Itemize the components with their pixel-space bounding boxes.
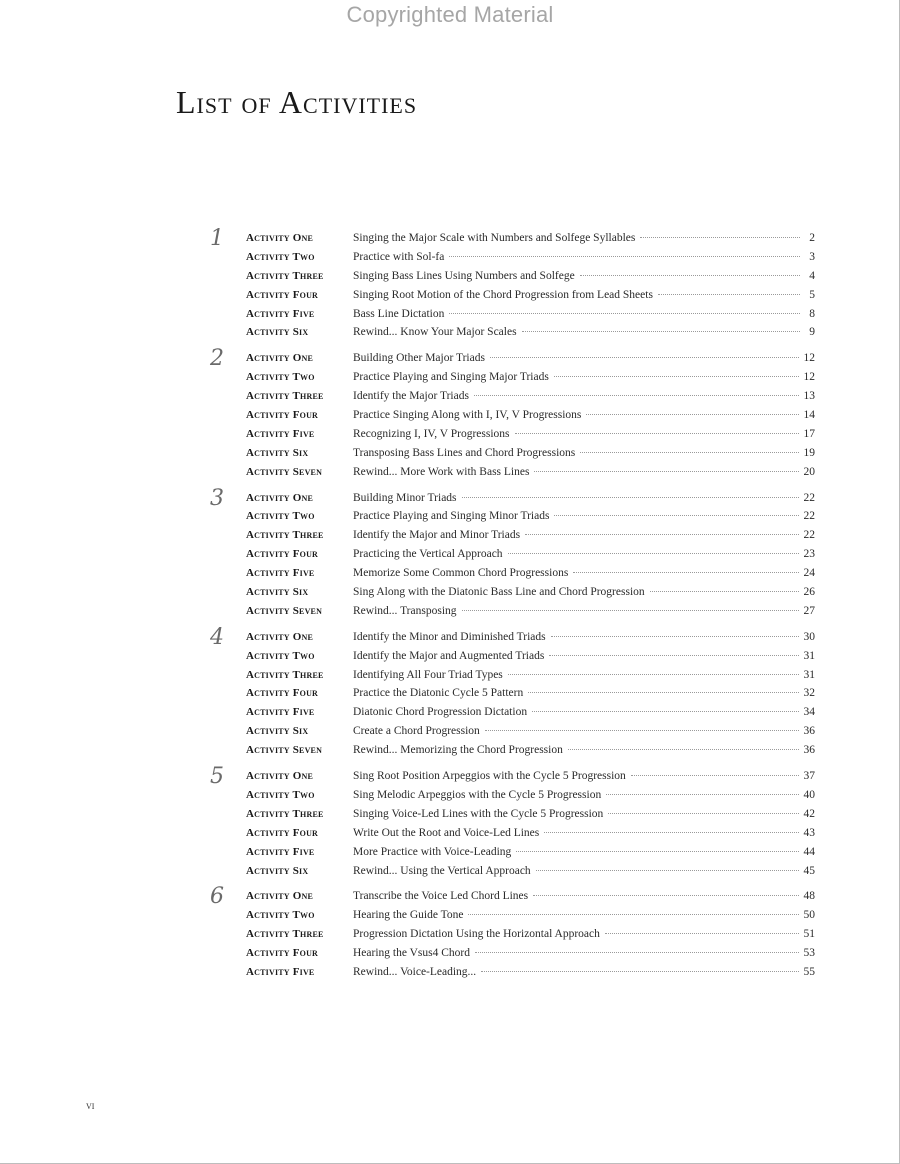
dot-leader: [551, 636, 799, 637]
activity-page-number: 26: [803, 586, 815, 599]
activity-page-number: 17: [803, 427, 815, 440]
activity-entry: [210, 631, 815, 650]
activity-label: Activity Three: [246, 807, 324, 820]
dot-leader: [515, 433, 799, 434]
dot-leader: [525, 534, 798, 535]
activity-label: Activity Six: [246, 326, 309, 339]
activity-page-number: 32: [803, 687, 815, 700]
dot-leader: [568, 749, 799, 750]
activity-title: Identify the Minor and Diminished Triads: [353, 630, 546, 643]
activity-title: Memorize Some Common Chord Progressions: [353, 567, 569, 580]
activity-label: Activity Three: [246, 269, 324, 282]
activity-label: Activity Two: [246, 250, 315, 263]
activity-entry: [210, 308, 815, 327]
activity-title: Transcribe the Voice Led Chord Lines: [353, 890, 529, 903]
dot-leader: [544, 832, 798, 833]
dot-leader: [508, 553, 799, 554]
page-folio: vi: [86, 1098, 95, 1112]
dot-leader: [650, 591, 799, 592]
activity-title: Identify the Major Triads: [353, 390, 469, 403]
chapter-number: 2: [210, 346, 224, 372]
activity-entry: [210, 605, 815, 624]
dot-leader: [580, 452, 798, 453]
activity-title: Rewind... Using the Vertical Approach: [353, 864, 531, 877]
activity-entry: [210, 928, 815, 947]
activity-label: Activity Five: [246, 307, 315, 320]
activity-label: Activity One: [246, 890, 313, 903]
chapter-group: [210, 346, 815, 484]
activity-page-number: 55: [803, 965, 815, 978]
activity-page-number: 9: [809, 326, 815, 339]
activity-page-number: 45: [803, 864, 815, 877]
activity-entry: [210, 492, 815, 511]
activity-entry: [210, 270, 815, 289]
activity-page-number: 13: [803, 390, 815, 403]
activities-list: [210, 226, 815, 992]
activity-label: Activity One: [246, 352, 313, 365]
chapter-number: 1: [210, 226, 224, 251]
activity-label: Activity Six: [246, 586, 309, 599]
activity-page-number: 42: [803, 807, 815, 820]
activity-page-number: 53: [803, 947, 815, 960]
activity-entry: [210, 548, 815, 567]
activity-entry: [210, 447, 815, 466]
activity-title: Singing Voice-Led Lines with the Cycle 5 Progression: [353, 807, 604, 820]
activity-title: Progression Dictation Using the Horizontal Approach: [353, 928, 600, 941]
chapter-group: [210, 485, 815, 624]
activity-entry: [210, 890, 815, 909]
activity-label: Activity One: [246, 630, 313, 643]
activity-label: Activity Seven: [246, 465, 323, 478]
dot-leader: [554, 515, 798, 516]
activity-title: Create a Chord Progression: [353, 725, 480, 738]
activity-entry: [210, 687, 815, 706]
activity-page-number: 40: [803, 788, 815, 801]
activity-entry: [210, 947, 815, 966]
watermark: Copyrighted Material: [346, 2, 554, 27]
activity-page-number: 4: [809, 269, 815, 282]
activity-page-number: 44: [803, 845, 815, 858]
activity-title: Rewind... Know Your Major Scales: [353, 326, 517, 339]
activity-page-number: 12: [803, 352, 815, 365]
activity-entry: [210, 846, 815, 865]
activity-entry: [210, 706, 815, 725]
dot-leader: [508, 674, 799, 675]
page-title: List of Activities: [176, 84, 418, 120]
activity-title: Practice Playing and Singing Major Triads: [353, 371, 549, 384]
dot-leader: [606, 794, 798, 795]
activity-entry: [210, 289, 815, 308]
activity-entry: [210, 251, 815, 270]
activity-title: Identify the Major and Minor Triads: [353, 529, 521, 542]
activity-title: Identify the Major and Augmented Triads: [353, 649, 545, 662]
activity-label: Activity Four: [246, 826, 319, 839]
activity-page-number: 36: [803, 744, 815, 757]
dot-leader: [554, 376, 799, 377]
activity-label: Activity Five: [246, 965, 315, 978]
dot-leader: [462, 610, 799, 611]
activity-page-number: 14: [803, 409, 815, 422]
dot-leader: [485, 730, 799, 731]
activity-title: Sing Melodic Arpeggios with the Cycle 5 Progression: [353, 788, 602, 801]
dot-leader: [481, 971, 798, 972]
activity-title: Practice Singing Along with I, IV, V Progressions: [353, 409, 582, 422]
activity-entry: [210, 352, 815, 371]
activity-entry: [210, 650, 815, 669]
activity-label: Activity Five: [246, 845, 315, 858]
activity-label: Activity Five: [246, 706, 315, 719]
dot-leader: [468, 914, 798, 915]
activity-entry: [210, 789, 815, 808]
activity-entry: [210, 909, 815, 928]
dot-leader: [449, 313, 800, 314]
activity-label: Activity Four: [246, 288, 319, 301]
activity-page-number: 23: [803, 548, 815, 561]
activity-entry: [210, 466, 815, 485]
dot-leader: [631, 775, 799, 776]
activity-page-number: 43: [803, 826, 815, 839]
dot-leader: [462, 497, 799, 498]
activity-page-number: 36: [803, 725, 815, 738]
activity-title: Practice the Diatonic Cycle 5 Pattern: [353, 687, 524, 700]
activity-label: Activity Two: [246, 510, 315, 523]
activity-entry: [210, 586, 815, 605]
activity-label: Activity Three: [246, 668, 324, 681]
chapter-group: [210, 764, 815, 883]
activity-page-number: 22: [803, 510, 815, 523]
dot-leader: [549, 655, 798, 656]
activity-label: Activity Two: [246, 788, 315, 801]
activity-title: Practice with Sol-fa: [353, 250, 445, 263]
activity-title: Rewind... More Work with Bass Lines: [353, 465, 530, 478]
activity-entry: [210, 808, 815, 827]
dot-leader: [573, 572, 798, 573]
dot-leader: [605, 933, 799, 934]
activity-label: Activity One: [246, 491, 313, 504]
activity-label: Activity Two: [246, 909, 315, 922]
activity-entry: [210, 669, 815, 688]
activity-entry: [210, 770, 815, 789]
dot-leader: [534, 471, 798, 472]
activity-title: Singing Bass Lines Using Numbers and Solfege: [353, 269, 575, 282]
activity-page-number: 22: [803, 529, 815, 542]
activity-entry: [210, 827, 815, 846]
activity-title: Hearing the Vsus4 Chord: [353, 947, 471, 960]
activity-label: Activity Three: [246, 529, 324, 542]
activity-label: Activity Two: [246, 371, 315, 384]
activity-entry: [210, 428, 815, 447]
dot-leader: [536, 870, 799, 871]
activity-label: Activity Six: [246, 864, 309, 877]
dot-leader: [580, 275, 800, 276]
dot-leader: [586, 414, 798, 415]
activity-entry: [210, 529, 815, 548]
activity-title: Recognizing I, IV, V Progressions: [353, 427, 510, 440]
activity-entry: [210, 390, 815, 409]
activity-title: Rewind... Memorizing the Chord Progression: [353, 744, 563, 757]
activity-label: Activity Five: [246, 567, 315, 580]
chapter-group: [210, 624, 815, 763]
activity-label: Activity Four: [246, 687, 319, 700]
activity-title: Singing the Major Scale with Numbers and Solfege Syllables: [353, 232, 636, 244]
activity-page-number: 30: [803, 630, 815, 643]
activity-title: More Practice with Voice-Leading: [353, 845, 512, 858]
dot-leader: [522, 331, 800, 332]
activity-label: Activity Six: [246, 725, 309, 738]
activity-title: Building Minor Triads: [353, 491, 457, 504]
dot-leader: [528, 692, 798, 693]
dot-leader: [474, 395, 799, 396]
activity-page-number: 48: [803, 890, 815, 903]
activity-label: Activity Three: [246, 390, 324, 403]
activity-title: Bass Line Dictation: [353, 307, 445, 320]
activity-page-number: 31: [803, 668, 815, 681]
activity-label: Activity Six: [246, 446, 309, 459]
activity-page-number: 3: [809, 250, 815, 263]
dot-leader: [532, 711, 798, 712]
activity-label: Activity Seven: [246, 744, 323, 757]
activity-label: Activity Five: [246, 427, 315, 440]
activity-page-number: 24: [803, 567, 815, 580]
activity-entry: [210, 744, 815, 763]
activity-label: Activity Seven: [246, 604, 323, 617]
activity-page-number: 27: [803, 604, 815, 617]
activity-entry: [210, 725, 815, 744]
activity-title: Rewind... Transposing: [353, 604, 457, 617]
activity-entry: [210, 326, 815, 345]
activity-label: Activity One: [246, 770, 313, 783]
chapter-group: [210, 226, 815, 345]
activity-entry: [210, 966, 815, 985]
activity-label: Activity One: [246, 232, 313, 244]
activity-title: Identifying All Four Triad Types: [353, 668, 503, 681]
activity-entry: [210, 567, 815, 586]
activity-page-number: 5: [809, 288, 815, 301]
activity-entry: [210, 409, 815, 428]
activity-label: Activity Four: [246, 409, 319, 422]
dot-leader: [658, 294, 800, 295]
dot-leader: [640, 237, 800, 238]
activity-page-number: 8: [809, 307, 815, 320]
chapter-number: 6: [210, 884, 224, 910]
activity-title: Sing Along with the Diatonic Bass Line and Chord Progression: [353, 586, 645, 599]
activity-title: Building Other Major Triads: [353, 352, 485, 365]
activity-entry: [210, 865, 815, 884]
activity-title: Practicing the Vertical Approach: [353, 548, 503, 561]
activity-page-number: 12: [803, 371, 815, 384]
dot-leader: [516, 851, 798, 852]
activity-page-number: 37: [803, 770, 815, 783]
dot-leader: [533, 895, 798, 896]
activity-entry: [210, 371, 815, 390]
activity-page-number: 19: [803, 446, 815, 459]
activity-page-number: 51: [803, 928, 815, 941]
activity-title: Rewind... Voice-Leading...: [353, 965, 477, 978]
activity-title: Practice Playing and Singing Minor Triads: [353, 510, 550, 523]
chapter-number: 4: [210, 624, 224, 650]
activity-page-number: 20: [803, 465, 815, 478]
activity-label: Activity Three: [246, 928, 324, 941]
activity-page-number: 2: [809, 232, 815, 244]
dot-leader: [475, 952, 798, 953]
activity-title: Hearing the Guide Tone: [353, 909, 464, 922]
activity-title: Diatonic Chord Progression Dictation: [353, 706, 528, 719]
activity-title: Sing Root Position Arpeggios with the Cycle 5 Progression: [353, 770, 626, 783]
chapter-group: [210, 884, 815, 984]
activity-page-number: 34: [803, 706, 815, 719]
dot-leader: [449, 256, 800, 257]
activity-label: Activity Two: [246, 649, 315, 662]
activity-page-number: 22: [803, 491, 815, 504]
activity-page-number: 50: [803, 909, 815, 922]
activity-title: Singing Root Motion of the Chord Progression from Lead Sheets: [353, 288, 653, 301]
chapter-number: 3: [210, 485, 224, 511]
activity-label: Activity Four: [246, 548, 319, 561]
activity-entry: [210, 510, 815, 529]
activity-page-number: 31: [803, 649, 815, 662]
activity-title: Write Out the Root and Voice-Led Lines: [353, 826, 540, 839]
dot-leader: [608, 813, 798, 814]
activity-entry: [210, 232, 815, 251]
chapter-number: 5: [210, 764, 224, 790]
activity-label: Activity Four: [246, 947, 319, 960]
activity-title: Transposing Bass Lines and Chord Progressions: [353, 446, 576, 459]
dot-leader: [490, 357, 799, 358]
